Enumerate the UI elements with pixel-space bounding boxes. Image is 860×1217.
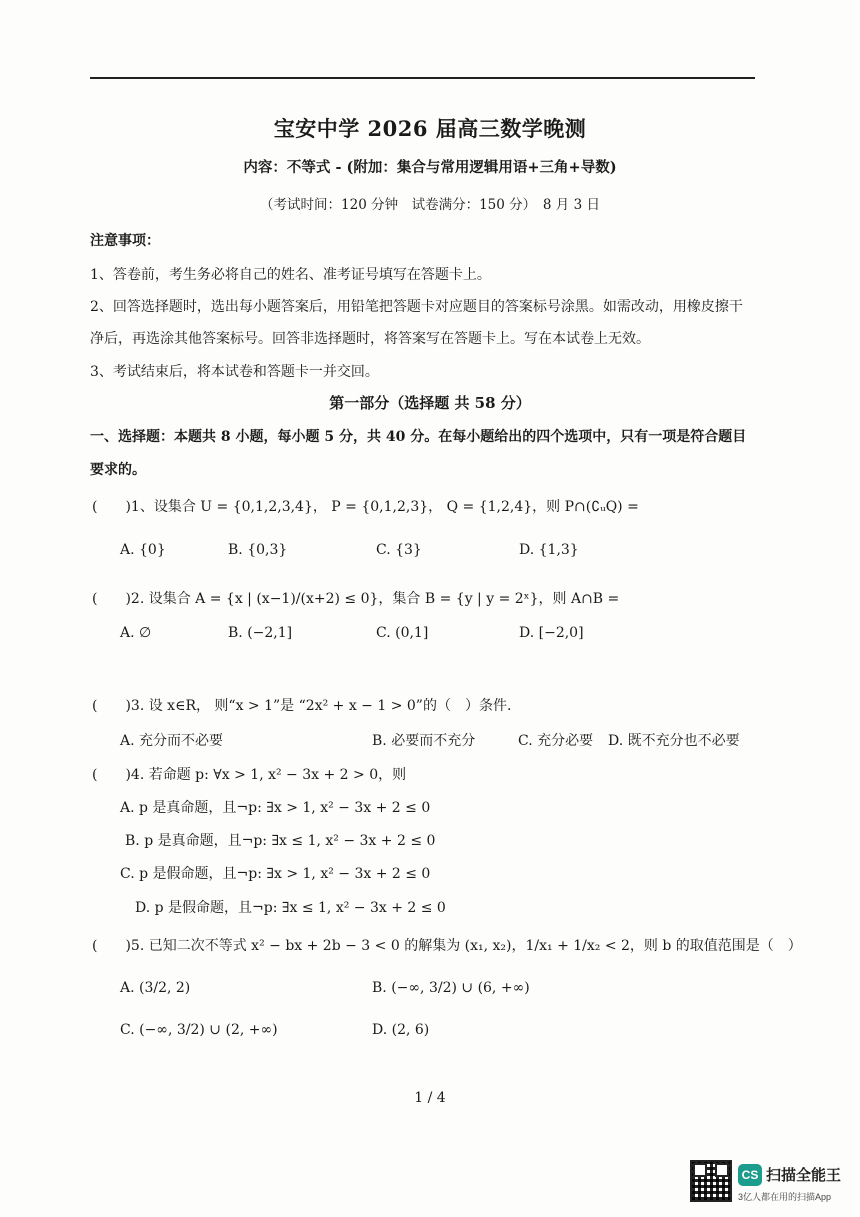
question-1-option-d: D. {1,3} (519, 542, 579, 558)
notice-item: 2、回答选择题时，选出每小题答案后，用铅笔把答题卡对应题目的答案标号涂黑。如需改动，用橡皮擦干 (90, 299, 743, 315)
question-2-option-a: A. ∅ (120, 625, 152, 641)
section-instruction-cont: 要求的。 (90, 462, 146, 478)
question-3-option-a: A. 充分而不必要 (120, 733, 224, 749)
notice-item: 3、考试结束后，将本试卷和答题卡一并交回。 (90, 364, 379, 380)
question-3-option-b: B. 必要而不充分 (372, 733, 476, 749)
question-2-option-b: B. (−2,1] (228, 625, 293, 641)
question-4-option-a: A. p 是真命题，且¬p: ∃x > 1, x² − 3x + 2 ≤ 0 (120, 800, 431, 816)
question-1-option-b: B. {0,3} (228, 542, 288, 558)
question-4-option-c: C. p 是假命题，且¬p: ∃x > 1, x² − 3x + 2 ≤ 0 (120, 866, 431, 882)
section-title: 第一部分（选择题 共 58 分） (329, 394, 531, 412)
question-5-option-c: C. (−∞, 3/2) ∪ (2, +∞) (120, 1022, 278, 1038)
exam-meta: （考试时间：120 分钟 试卷满分：150 分） 8 月 3 日 (260, 197, 600, 213)
top-rule (90, 77, 755, 79)
section-instruction: 一、选择题：本题共 8 小题，每小题 5 分，共 40 分。在每小题给出的四个选项中，只有一项是符合题目 (90, 429, 747, 445)
question-5-option-a: A. (3/2, 2) (120, 980, 191, 996)
question-3-option-c: C. 充分必要 (518, 733, 594, 749)
camscanner-logo-icon: CS (738, 1164, 762, 1186)
question-3-option-d: D. 既不充分也不必要 (608, 733, 740, 749)
scanner-app-tagline: 3亿人都在用的扫描App (738, 1192, 832, 1202)
question-5-stem: ( )5. 已知二次不等式 x² − bx + 2b − 3 < 0 的解集为 (x₁, x₂)，1/x₁ + 1/x₂ < 2，则 b 的取值范围是（ ） (92, 938, 802, 954)
question-4-option-d: D. p 是假命题，且¬p: ∃x ≤ 1, x² − 3x + 2 ≤ 0 (135, 900, 446, 916)
question-1-option-c: C. {3} (376, 542, 422, 558)
notice-item: 1、答卷前，考生务必将自己的姓名、准考证号填写在答题卡上。 (90, 267, 491, 283)
notice-item: 净后，再选涂其他答案标号。回答非选择题时，将答案写在答题卡上。写在本试卷上无效。 (90, 331, 650, 347)
question-2-option-d: D. [−2,0] (519, 625, 584, 641)
qr-code-icon (690, 1160, 732, 1202)
question-2-stem: ( )2. 设集合 A = {x | (x−1)/(x+2) ≤ 0}，集合 B = {y | y = 2ˣ}，则 A∩B = (92, 591, 620, 607)
question-2-option-c: C. (0,1] (376, 625, 429, 641)
question-5-option-d: D. (2, 6) (372, 1022, 430, 1038)
scanner-app-name: 扫描全能王 (766, 1167, 842, 1184)
question-1-option-a: A. {0} (120, 542, 166, 558)
exam-title: 宝安中学 2026 届高三数学晚测 (273, 116, 587, 141)
question-1-stem: ( )1、设集合 U = {0,1,2,3,4}， P = {0,1,2,3}， Q = {1,2,4}，则 P∩(∁ᵤQ) = (92, 499, 639, 515)
page-number: 1 / 4 (414, 1090, 446, 1106)
question-5-option-b: B. (−∞, 3/2) ∪ (6, +∞) (372, 980, 530, 996)
question-3-stem: ( )3. 设 x∈R， 则“x > 1”是 “2x² + x − 1 > 0”的（ ）条件. (92, 698, 512, 714)
notice-heading: 注意事项： (90, 233, 160, 249)
question-4-option-b: B. p 是真命题，且¬p: ∃x ≤ 1, x² − 3x + 2 ≤ 0 (125, 833, 436, 849)
exam-subtitle: 内容：不等式 - (附加：集合与常用逻辑用语+三角+导数) (243, 159, 617, 176)
question-4-stem: ( )4. 若命题 p: ∀x > 1, x² − 3x + 2 > 0，则 (92, 767, 407, 783)
